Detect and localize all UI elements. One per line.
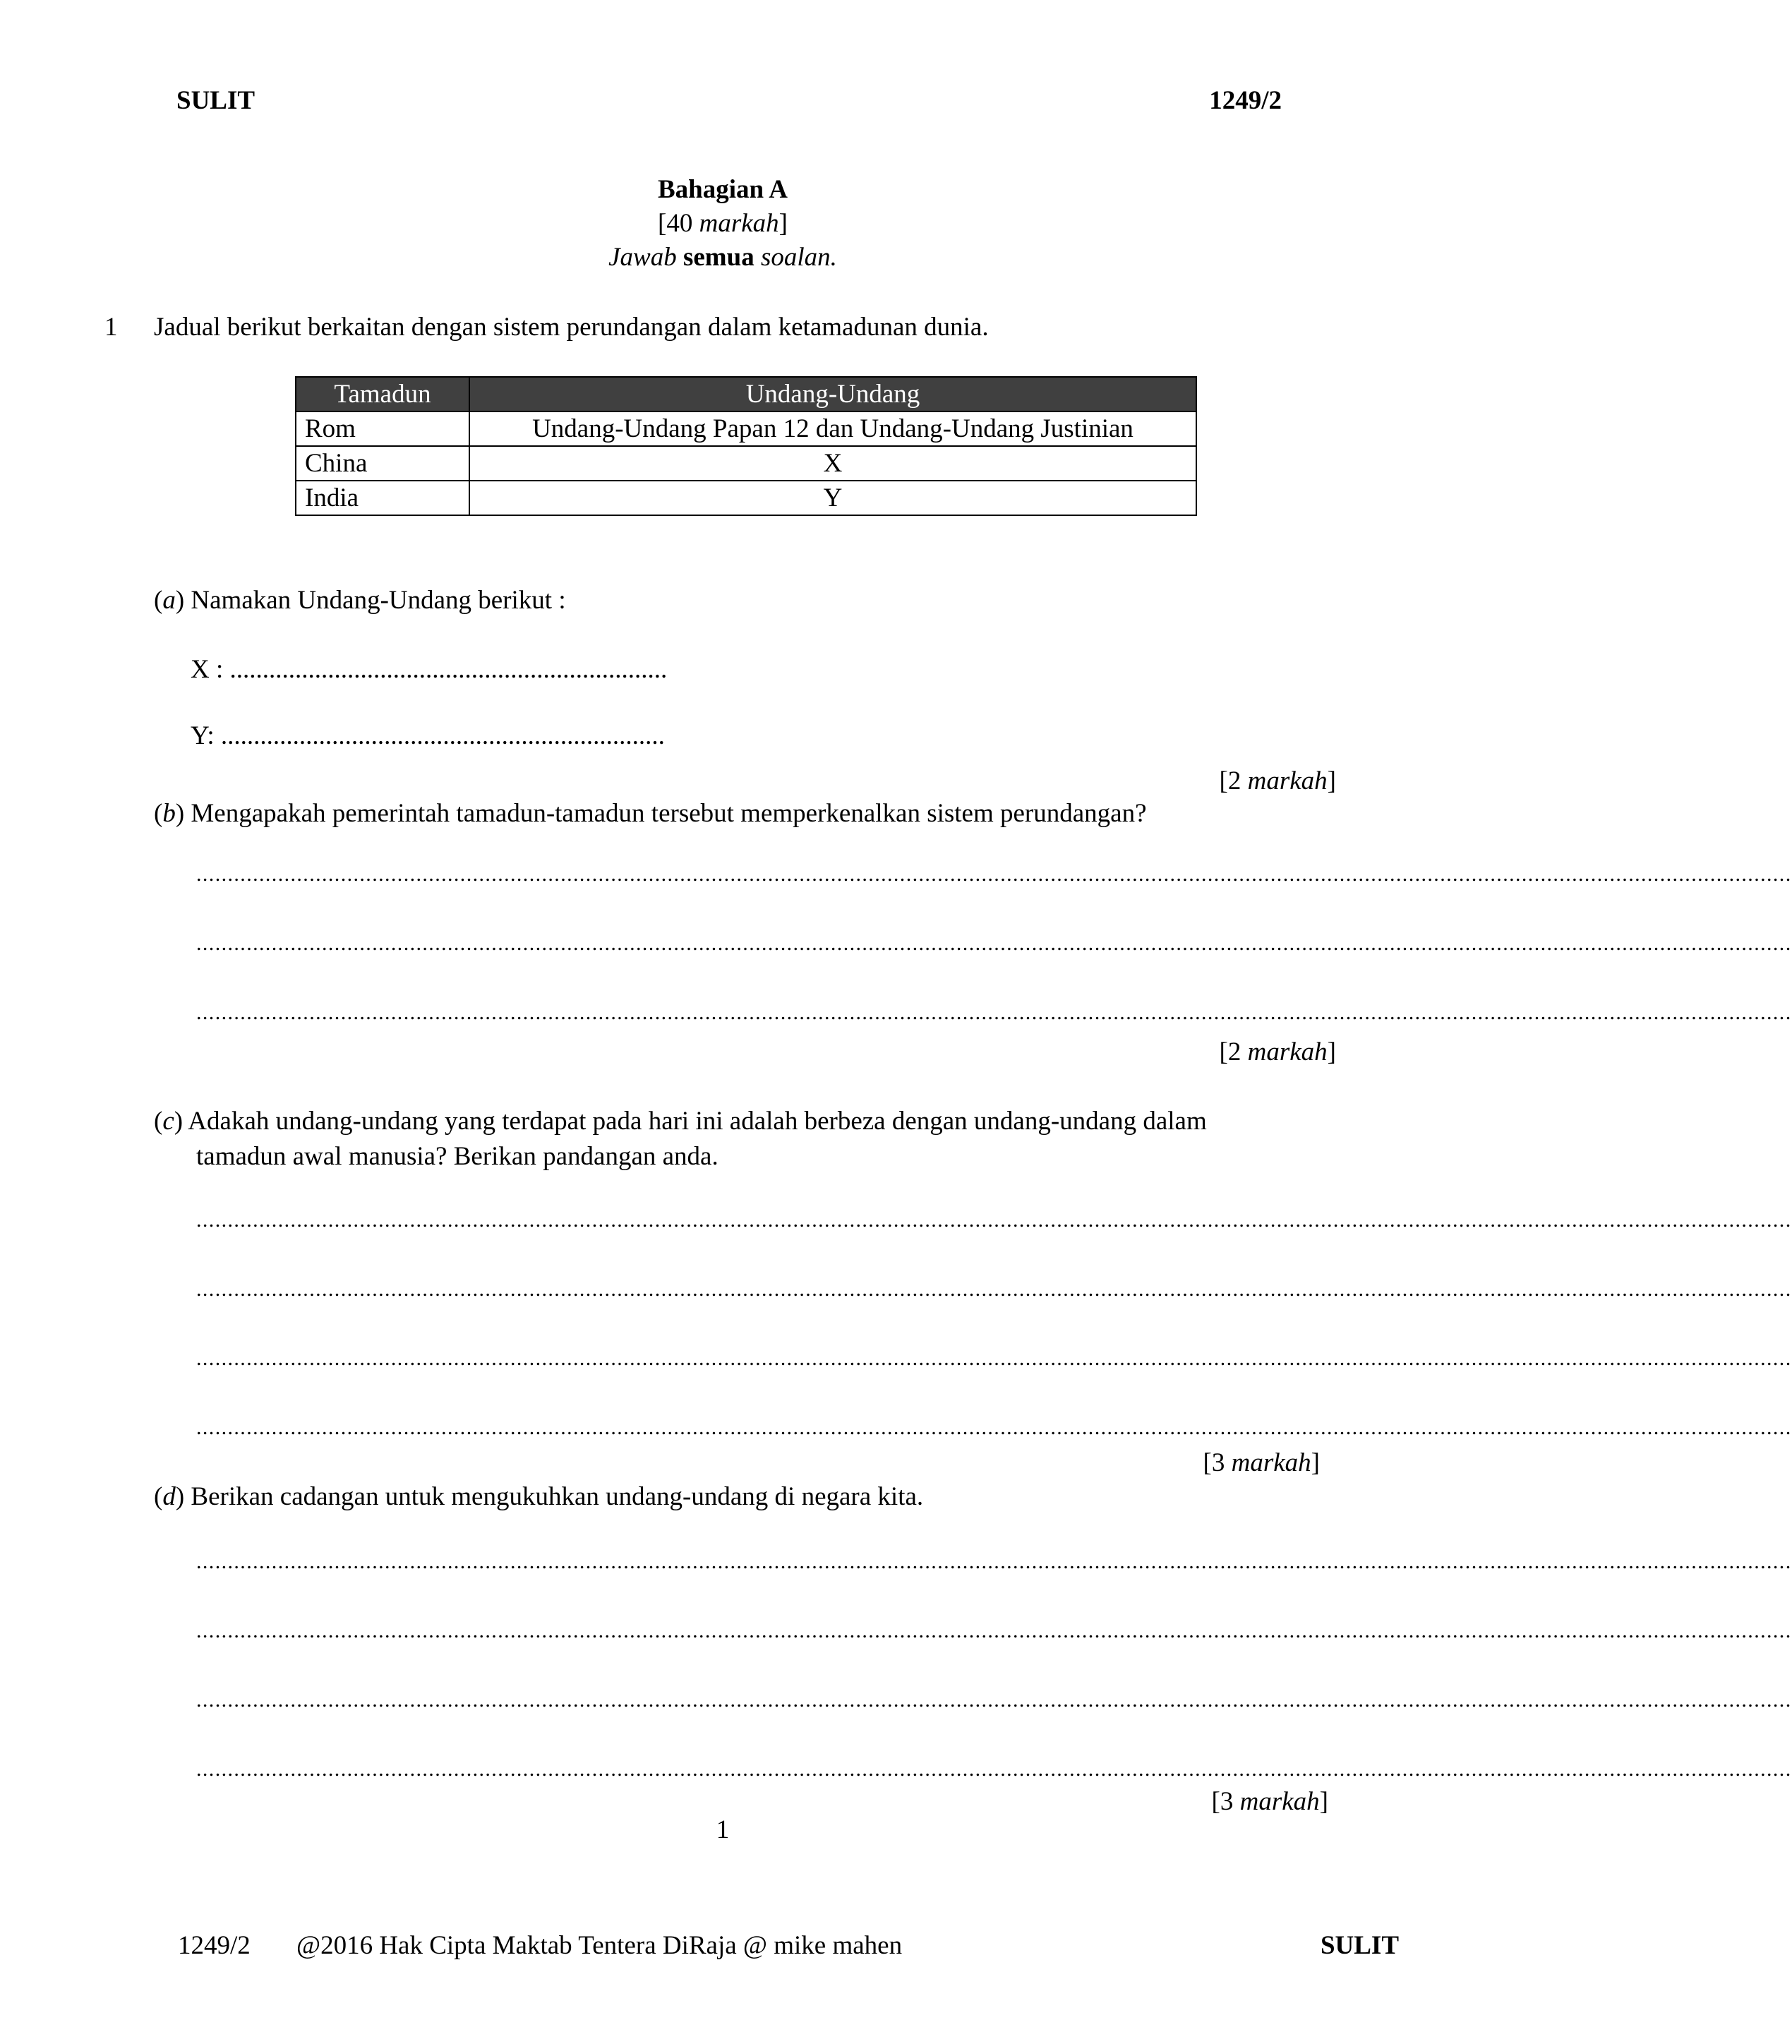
- part-c-question: (c) Adakah undang-undang yang terdapat pada hari ini adalah berbeza dengan undang-undang dalam: [154, 1107, 1207, 1136]
- answer-line[interactable]: ..............................................................................................................................................................................................................................................................: [196, 1416, 1792, 1439]
- section-marks: [40 markah]: [658, 209, 788, 238]
- part-c-marks: [3 markah]: [1203, 1448, 1320, 1477]
- part-b-question: (b) Mengapakah pemerintah tamadun-tamadun tersebut memperkenalkan sistem perundangan?: [154, 799, 1147, 828]
- law-table: [295, 376, 1197, 516]
- answer-line[interactable]: ..............................................................................................................................................................................................................................................................: [196, 1001, 1792, 1024]
- part-c-question-cont: tamadun awal manusia? Berikan pandangan anda.: [196, 1142, 718, 1171]
- answer-line[interactable]: ..............................................................................................................................................................................................................................................................: [196, 1757, 1792, 1781]
- table-cell: Y: [469, 481, 1196, 515]
- table-header-row: [296, 377, 1196, 411]
- answer-line[interactable]: ..............................................................................................................................................................................................................................................................: [196, 932, 1792, 955]
- answer-line[interactable]: ..............................................................................................................................................................................................................................................................: [196, 1688, 1792, 1712]
- table-header-undang: Undang-Undang: [469, 377, 1196, 411]
- header-paper-code: 1249/2: [1209, 86, 1282, 115]
- footer-paper-code: 1249/2: [178, 1931, 251, 1960]
- table-row: [296, 411, 1196, 446]
- part-a-marks: [2 markah]: [1219, 766, 1336, 795]
- answer-line[interactable]: ..............................................................................................................................................................................................................................................................: [196, 1619, 1792, 1642]
- table-cell: China: [296, 446, 469, 481]
- table-cell: Rom: [296, 411, 469, 446]
- answer-line[interactable]: ..............................................................................................................................................................................................................................................................: [196, 1208, 1792, 1232]
- part-d-marks: [3 markah]: [1211, 1787, 1328, 1816]
- table-cell: Undang-Undang Papan 12 dan Undang-Undang Justinian: [469, 411, 1196, 446]
- section-instruction: Jawab semua soalan.: [608, 243, 837, 272]
- answer-line-y[interactable]: Y: ....................................................................: [191, 721, 665, 750]
- answer-line[interactable]: ..............................................................................................................................................................................................................................................................: [196, 1550, 1792, 1573]
- section-title: Bahagian A: [657, 175, 788, 204]
- answer-line[interactable]: ..............................................................................................................................................................................................................................................................: [196, 1347, 1792, 1370]
- answer-line-x[interactable]: X : ...................................................................: [191, 655, 668, 684]
- table-header-tamadun: Tamadun: [296, 377, 469, 411]
- question-number: 1: [104, 313, 118, 342]
- section-heading: [0, 174, 1445, 275]
- table-row: [296, 446, 1196, 481]
- part-a-question: (a) Namakan Undang-Undang berikut :: [154, 586, 566, 615]
- table-cell: X: [469, 446, 1196, 481]
- table-row: [296, 481, 1196, 515]
- footer-copyright: @2016 Hak Cipta Maktab Tentera DiRaja @ mike mahen: [296, 1931, 903, 1960]
- table-cell: India: [296, 481, 469, 515]
- answer-line[interactable]: ..............................................................................................................................................................................................................................................................: [196, 862, 1792, 886]
- header-sulit: SULIT: [176, 86, 255, 115]
- part-b-marks: [2 markah]: [1219, 1038, 1336, 1066]
- question-text: Jadual berikut berkaitan dengan sistem perundangan dalam ketamadunan dunia.: [154, 313, 989, 342]
- footer-sulit: SULIT: [1320, 1931, 1399, 1960]
- page-number: 1: [716, 1815, 730, 1844]
- answer-line[interactable]: ..............................................................................................................................................................................................................................................................: [196, 1278, 1792, 1301]
- part-d-question: (d) Berikan cadangan untuk mengukuhkan undang-undang di negara kita.: [154, 1482, 924, 1511]
